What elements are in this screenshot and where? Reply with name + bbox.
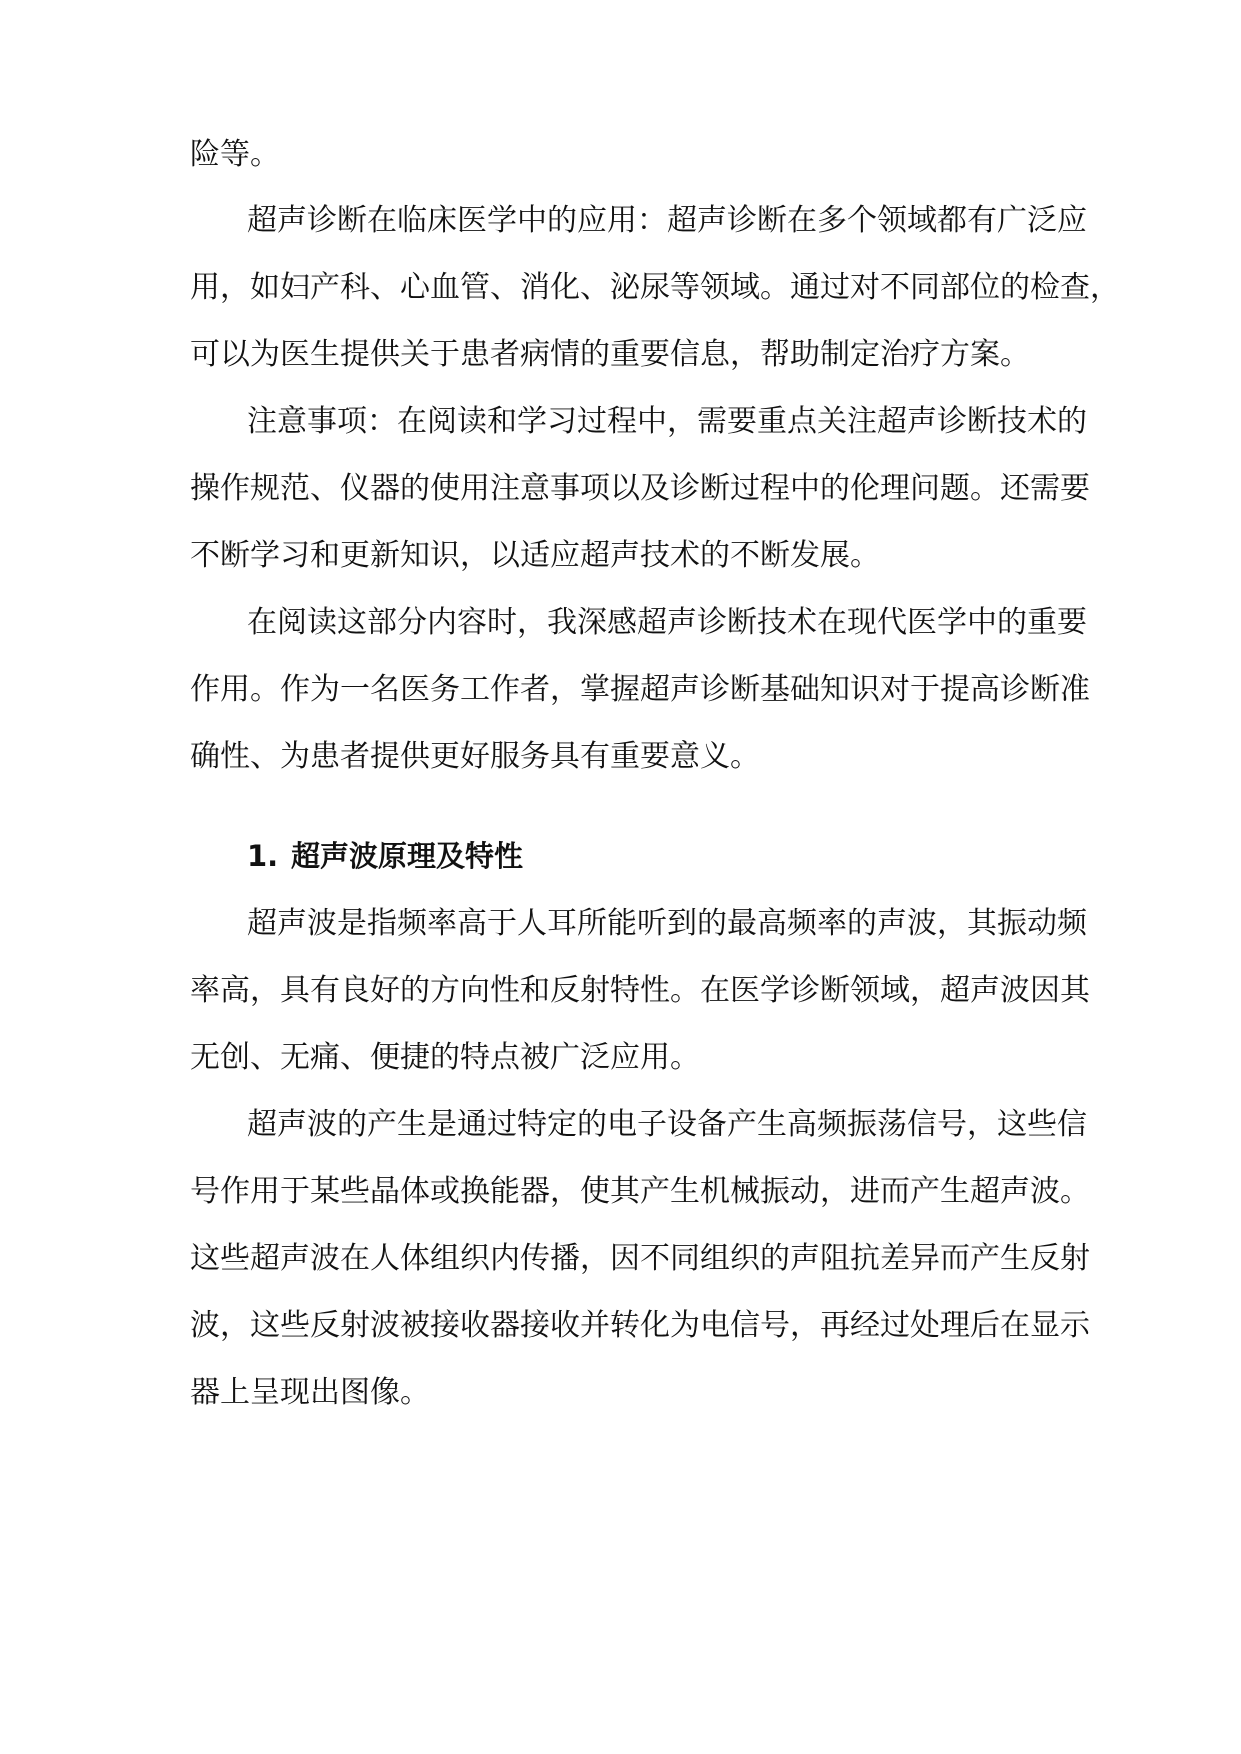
paragraph-line: 险等。: [190, 137, 280, 172]
paragraph-line: 确性、为患者提供更好服务具有重要意义。: [190, 739, 760, 774]
paragraph-line: 超声诊断在临床医学中的应用：超声诊断在多个领域都有广泛应: [247, 203, 1087, 238]
paragraph-line: 超声波的产生是通过特定的电子设备产生高频振荡信号，这些信: [247, 1107, 1087, 1142]
paragraph-line: 操作规范、仪器的使用注意事项以及诊断过程中的伦理问题。还需要: [190, 471, 1090, 506]
paragraph-line: 号作用于某些晶体或换能器，使其产生机械振动，进而产生超声波。: [190, 1174, 1090, 1209]
paragraph-line: 作用。作为一名医务工作者，掌握超声诊断基础知识对于提高诊断准: [190, 672, 1090, 707]
paragraph-line: 用，如妇产科、心血管、消化、泌尿等领域。通过对不同部位的检查，: [190, 270, 1120, 305]
paragraph-line: 率高，具有良好的方向性和反射特性。在医学诊断领域，超声波因其: [190, 973, 1090, 1008]
paragraph-line: 器上呈现出图像。: [190, 1375, 430, 1410]
paragraph-line: 这些超声波在人体组织内传播，因不同组织的声阻抗差异而产生反射: [190, 1241, 1090, 1276]
section-heading: [247, 838, 523, 874]
paragraph-line: 超声波是指频率高于人耳所能听到的最高频率的声波，其振动频: [247, 906, 1087, 941]
paragraph-line: 注意事项：在阅读和学习过程中，需要重点关注超声诊断技术的: [247, 404, 1087, 439]
section-number: 1.: [247, 839, 279, 873]
paragraph-line: 在阅读这部分内容时，我深感超声诊断技术在现代医学中的重要: [247, 605, 1087, 640]
paragraph-line: 波，这些反射波被接收器接收并转化为电信号，再经过处理后在显示: [190, 1308, 1090, 1343]
paragraph-line: 不断学习和更新知识，以适应超声技术的不断发展。: [190, 538, 880, 573]
paragraph-line: 无创、无痛、便捷的特点被广泛应用。: [190, 1040, 700, 1075]
section-title: 超声波原理及特性: [291, 839, 524, 873]
paragraph-line: 可以为医生提供关于患者病情的重要信息，帮助制定治疗方案。: [190, 337, 1030, 372]
